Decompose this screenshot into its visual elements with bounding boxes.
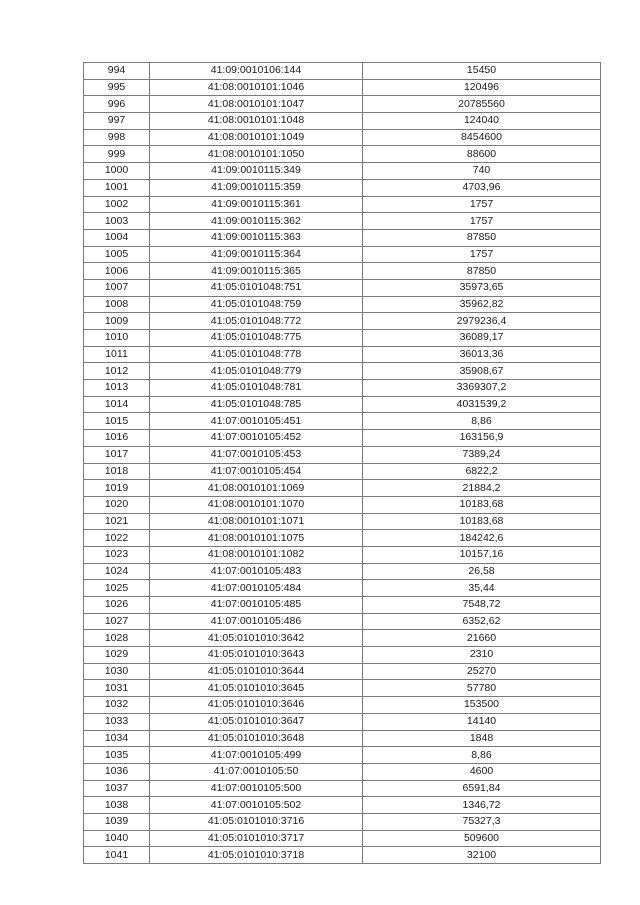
table-row — [84, 713, 601, 730]
cadastral-number-cell: 41:08:0010101:1046 — [150, 79, 363, 96]
table-row — [84, 413, 601, 430]
row-number-cell: 1014 — [84, 396, 150, 413]
table-row — [84, 830, 601, 847]
table-row — [84, 730, 601, 747]
table-row — [84, 380, 601, 397]
row-number-cell: 1035 — [84, 747, 150, 764]
table-row — [84, 279, 601, 296]
cadastral-number-cell: 41:07:0010105:499 — [150, 747, 363, 764]
value-cell: 15450 — [363, 63, 601, 80]
row-number-cell: 1024 — [84, 563, 150, 580]
table-row — [84, 546, 601, 563]
cadastral-number-cell: 41:08:0010101:1071 — [150, 513, 363, 530]
table-row — [84, 179, 601, 196]
row-number-cell: 1019 — [84, 480, 150, 497]
cadastral-number-cell: 41:05:0101048:781 — [150, 380, 363, 397]
value-cell: 1757 — [363, 196, 601, 213]
table-row — [84, 246, 601, 263]
value-cell: 1848 — [363, 730, 601, 747]
cadastral-number-cell: 41:08:0010101:1070 — [150, 496, 363, 513]
value-cell: 6822,2 — [363, 463, 601, 480]
table-row — [84, 163, 601, 180]
cadastral-number-cell: 41:05:0101010:3645 — [150, 680, 363, 697]
row-number-cell: 1031 — [84, 680, 150, 697]
cadastral-number-cell: 41:07:0010105:483 — [150, 563, 363, 580]
value-cell: 740 — [363, 163, 601, 180]
table-row — [84, 647, 601, 664]
table-row — [84, 330, 601, 347]
table-row — [84, 780, 601, 797]
value-cell: 35962,82 — [363, 296, 601, 313]
value-cell: 8454600 — [363, 129, 601, 146]
cadastral-value-table — [83, 62, 601, 864]
table-row — [84, 763, 601, 780]
cadastral-number-cell: 41:05:0101048:778 — [150, 346, 363, 363]
value-cell: 184242,6 — [363, 530, 601, 547]
row-number-cell: 1025 — [84, 580, 150, 597]
cadastral-number-cell: 41:09:0010115:361 — [150, 196, 363, 213]
value-cell: 20785560 — [363, 96, 601, 113]
cadastral-number-cell: 41:07:0010105:484 — [150, 580, 363, 597]
row-number-cell: 1041 — [84, 847, 150, 864]
value-cell: 87850 — [363, 229, 601, 246]
value-cell: 163156,9 — [363, 430, 601, 447]
cadastral-number-cell: 41:05:0101010:3718 — [150, 847, 363, 864]
cadastral-number-cell: 41:05:0101010:3647 — [150, 713, 363, 730]
row-number-cell: 1003 — [84, 213, 150, 230]
table-row — [84, 346, 601, 363]
cadastral-number-cell: 41:07:0010105:454 — [150, 463, 363, 480]
value-cell: 88600 — [363, 146, 601, 163]
row-number-cell: 1026 — [84, 597, 150, 614]
cadastral-number-cell: 41:07:0010105:50 — [150, 763, 363, 780]
value-cell: 21884,2 — [363, 480, 601, 497]
value-cell: 6352,62 — [363, 613, 601, 630]
row-number-cell: 1012 — [84, 363, 150, 380]
cadastral-number-cell: 41:05:0101010:3644 — [150, 663, 363, 680]
row-number-cell: 1015 — [84, 413, 150, 430]
table-row — [84, 446, 601, 463]
cadastral-number-cell: 41:05:0101010:3717 — [150, 830, 363, 847]
cadastral-number-cell: 41:09:0010115:359 — [150, 179, 363, 196]
value-cell: 57780 — [363, 680, 601, 697]
table-row — [84, 463, 601, 480]
value-cell: 21660 — [363, 630, 601, 647]
table-row — [84, 847, 601, 864]
row-number-cell: 1001 — [84, 179, 150, 196]
table-row — [84, 663, 601, 680]
cadastral-number-cell: 41:08:0010101:1049 — [150, 129, 363, 146]
row-number-cell: 1033 — [84, 713, 150, 730]
table-body — [84, 63, 601, 864]
row-number-cell: 998 — [84, 129, 150, 146]
row-number-cell: 1011 — [84, 346, 150, 363]
cadastral-number-cell: 41:05:0101048:772 — [150, 313, 363, 330]
value-cell: 124040 — [363, 113, 601, 130]
row-number-cell: 1037 — [84, 780, 150, 797]
row-number-cell: 1002 — [84, 196, 150, 213]
value-cell: 7548,72 — [363, 597, 601, 614]
value-cell: 35,44 — [363, 580, 601, 597]
table-row — [84, 63, 601, 80]
row-number-cell: 1004 — [84, 229, 150, 246]
row-number-cell: 1023 — [84, 546, 150, 563]
row-number-cell: 997 — [84, 113, 150, 130]
value-cell: 36013,36 — [363, 346, 601, 363]
row-number-cell: 1018 — [84, 463, 150, 480]
table-row — [84, 296, 601, 313]
row-number-cell: 1007 — [84, 279, 150, 296]
value-cell: 120496 — [363, 79, 601, 96]
cadastral-number-cell: 41:05:0101010:3642 — [150, 630, 363, 647]
row-number-cell: 994 — [84, 63, 150, 80]
row-number-cell: 1013 — [84, 380, 150, 397]
cadastral-number-cell: 41:05:0101048:751 — [150, 279, 363, 296]
cadastral-number-cell: 41:07:0010105:451 — [150, 413, 363, 430]
cadastral-number-cell: 41:05:0101048:785 — [150, 396, 363, 413]
row-number-cell: 1020 — [84, 496, 150, 513]
value-cell: 36089,17 — [363, 330, 601, 347]
cadastral-number-cell: 41:07:0010105:453 — [150, 446, 363, 463]
value-cell: 10157,16 — [363, 546, 601, 563]
row-number-cell: 1006 — [84, 263, 150, 280]
row-number-cell: 1016 — [84, 430, 150, 447]
cadastral-number-cell: 41:09:0010115:363 — [150, 229, 363, 246]
cadastral-number-cell: 41:05:0101048:759 — [150, 296, 363, 313]
row-number-cell: 999 — [84, 146, 150, 163]
table-row — [84, 313, 601, 330]
value-cell: 4600 — [363, 763, 601, 780]
row-number-cell: 1017 — [84, 446, 150, 463]
row-number-cell: 1039 — [84, 813, 150, 830]
table-row — [84, 96, 601, 113]
table-row — [84, 113, 601, 130]
table-row — [84, 430, 601, 447]
value-cell: 14140 — [363, 713, 601, 730]
row-number-cell: 1000 — [84, 163, 150, 180]
value-cell: 1757 — [363, 213, 601, 230]
table-row — [84, 563, 601, 580]
value-cell: 153500 — [363, 697, 601, 714]
row-number-cell: 1021 — [84, 513, 150, 530]
row-number-cell: 1022 — [84, 530, 150, 547]
table-row — [84, 530, 601, 547]
row-number-cell: 995 — [84, 79, 150, 96]
cadastral-number-cell: 41:05:0101010:3716 — [150, 813, 363, 830]
row-number-cell: 996 — [84, 96, 150, 113]
table-row — [84, 213, 601, 230]
row-number-cell: 1038 — [84, 797, 150, 814]
cadastral-number-cell: 41:07:0010105:502 — [150, 797, 363, 814]
row-number-cell: 1032 — [84, 697, 150, 714]
table-row — [84, 513, 601, 530]
row-number-cell: 1028 — [84, 630, 150, 647]
cadastral-number-cell: 41:09:0010115:365 — [150, 263, 363, 280]
table-row — [84, 363, 601, 380]
cadastral-number-cell: 41:07:0010105:485 — [150, 597, 363, 614]
table-row — [84, 396, 601, 413]
table-row — [84, 697, 601, 714]
cadastral-number-cell: 41:07:0010105:486 — [150, 613, 363, 630]
value-cell: 2979236,4 — [363, 313, 601, 330]
table-row — [84, 747, 601, 764]
value-cell: 8,86 — [363, 413, 601, 430]
value-cell: 10183,68 — [363, 513, 601, 530]
cadastral-number-cell: 41:08:0010101:1069 — [150, 480, 363, 497]
cadastral-number-cell: 41:08:0010101:1050 — [150, 146, 363, 163]
cadastral-number-cell: 41:07:0010105:500 — [150, 780, 363, 797]
table-row — [84, 630, 601, 647]
cadastral-number-cell: 41:09:0010115:349 — [150, 163, 363, 180]
value-cell: 3369307,2 — [363, 380, 601, 397]
row-number-cell: 1036 — [84, 763, 150, 780]
row-number-cell: 1008 — [84, 296, 150, 313]
cadastral-number-cell: 41:09:0010106:144 — [150, 63, 363, 80]
table-row — [84, 129, 601, 146]
value-cell: 7389,24 — [363, 446, 601, 463]
value-cell: 6591,84 — [363, 780, 601, 797]
row-number-cell: 1030 — [84, 663, 150, 680]
value-cell: 2310 — [363, 647, 601, 664]
table-row — [84, 196, 601, 213]
cadastral-number-cell: 41:05:0101010:3646 — [150, 697, 363, 714]
cadastral-number-cell: 41:08:0010101:1047 — [150, 96, 363, 113]
cadastral-number-cell: 41:05:0101048:775 — [150, 330, 363, 347]
value-cell: 1346,72 — [363, 797, 601, 814]
value-cell: 4703,96 — [363, 179, 601, 196]
value-cell: 35973,65 — [363, 279, 601, 296]
cadastral-number-cell: 41:05:0101010:3643 — [150, 647, 363, 664]
value-cell: 25270 — [363, 663, 601, 680]
value-cell: 75327,3 — [363, 813, 601, 830]
row-number-cell: 1040 — [84, 830, 150, 847]
table-row — [84, 613, 601, 630]
table-row — [84, 813, 601, 830]
cadastral-number-cell: 41:09:0010115:362 — [150, 213, 363, 230]
table-row — [84, 797, 601, 814]
cadastral-number-cell: 41:08:0010101:1075 — [150, 530, 363, 547]
value-cell: 32100 — [363, 847, 601, 864]
table-row — [84, 146, 601, 163]
cadastral-number-cell: 41:05:0101048:779 — [150, 363, 363, 380]
table-row — [84, 680, 601, 697]
value-cell: 10183,68 — [363, 496, 601, 513]
row-number-cell: 1027 — [84, 613, 150, 630]
row-number-cell: 1029 — [84, 647, 150, 664]
table-row — [84, 480, 601, 497]
row-number-cell: 1034 — [84, 730, 150, 747]
value-cell: 4031539,2 — [363, 396, 601, 413]
value-cell: 1757 — [363, 246, 601, 263]
cadastral-number-cell: 41:05:0101010:3648 — [150, 730, 363, 747]
table-row — [84, 229, 601, 246]
cadastral-number-cell: 41:09:0010115:364 — [150, 246, 363, 263]
cadastral-number-cell: 41:08:0010101:1048 — [150, 113, 363, 130]
row-number-cell: 1005 — [84, 246, 150, 263]
cadastral-number-cell: 41:08:0010101:1082 — [150, 546, 363, 563]
value-cell: 87850 — [363, 263, 601, 280]
table-row — [84, 597, 601, 614]
value-cell: 509600 — [363, 830, 601, 847]
table-row — [84, 79, 601, 96]
row-number-cell: 1010 — [84, 330, 150, 347]
value-cell: 35908,67 — [363, 363, 601, 380]
table-row — [84, 263, 601, 280]
cadastral-number-cell: 41:07:0010105:452 — [150, 430, 363, 447]
value-cell: 26,58 — [363, 563, 601, 580]
row-number-cell: 1009 — [84, 313, 150, 330]
table-row — [84, 580, 601, 597]
value-cell: 8,86 — [363, 747, 601, 764]
table-row — [84, 496, 601, 513]
